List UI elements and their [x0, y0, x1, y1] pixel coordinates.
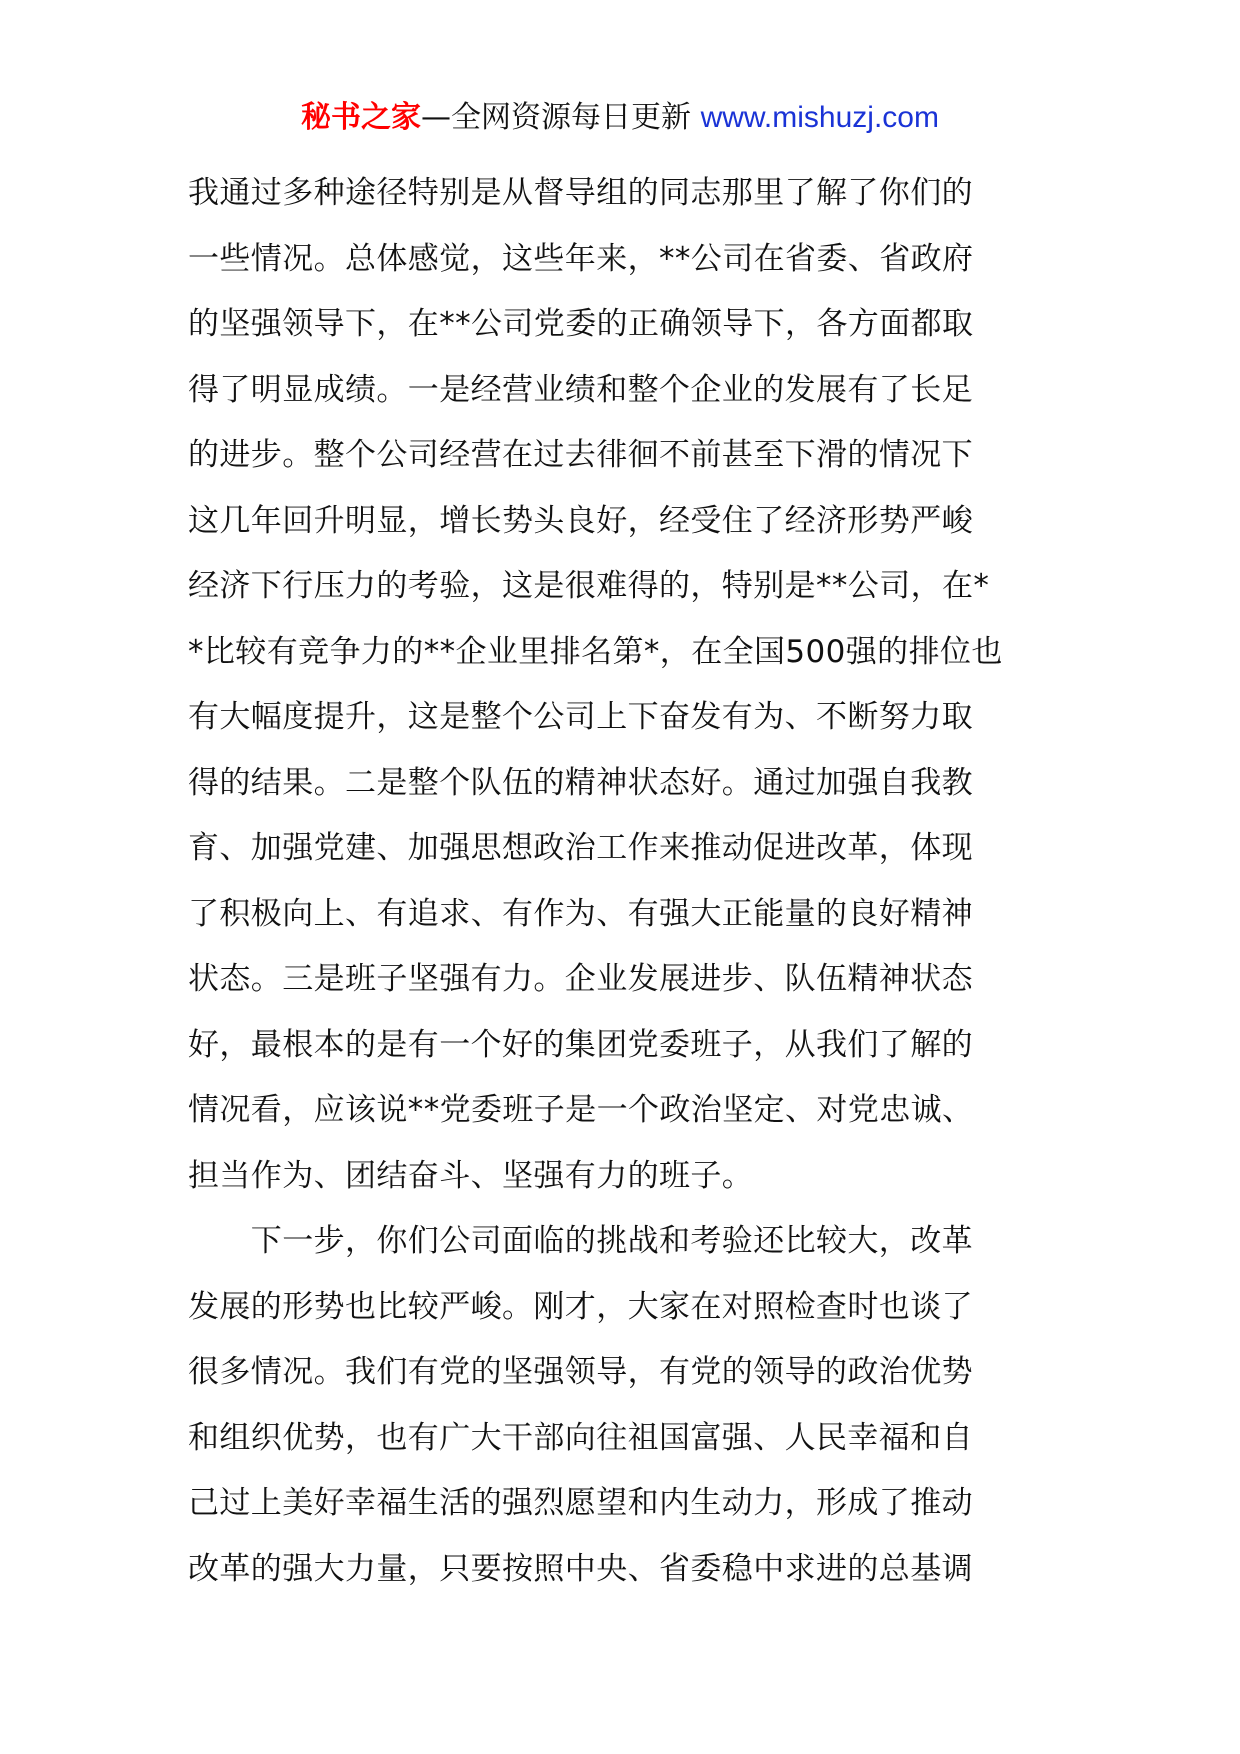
text-line: 好，最根本的是有一个好的集团党委班子，从我们了解的	[188, 1026, 973, 1063]
text-line: 情况看，应该说**党委班子是一个政治坚定、对党忠诚、	[188, 1092, 974, 1128]
text-line: 一些情况。总体感觉，这些年来，**公司在省委、省政府	[188, 240, 974, 277]
text-line: *比较有竞争力的**企业里排名第*，在全国500强的排位也	[188, 633, 1003, 670]
text-line: 这几年回升明显，增长势头良好，经受住了经济形势严峻	[188, 502, 973, 539]
text-line: 有大幅度提升，这是整个公司上下奋发有为、不断努力取	[188, 699, 973, 735]
text-line: 的坚强领导下，在**公司党委的正确领导下，各方面都取	[188, 306, 974, 342]
text-line: 下一步，你们公司面临的挑战和考验还比较大，改革	[188, 1223, 973, 1259]
text-line: 我通过多种途径特别是从督导组的同志那里了解了你们的	[188, 175, 973, 211]
text-line: 和组织优势，也有广大干部向往祖国富强、人民幸福和自	[188, 1419, 973, 1456]
text-line: 得的结果。二是整个队伍的精神状态好。通过加强自我教	[188, 764, 973, 801]
text-line: 担当作为、团结奋斗、坚强有力的班子。	[188, 1157, 754, 1194]
site-brand: 秘书之家	[301, 100, 422, 135]
text-line: 己过上美好幸福生活的强烈愿望和内生动力，形成了推动	[188, 1485, 973, 1521]
page-header	[0, 98, 1240, 138]
text-line: 育、加强党建、加强思想政治工作来推动促进改革，体现	[188, 830, 973, 866]
site-slogan: —全网资源每日更新	[421, 100, 701, 135]
text-line: 得了明显成绩。一是经营业绩和整个企业的发展有了长足	[188, 371, 973, 408]
text-line: 的进步。整个公司经营在过去徘徊不前甚至下滑的情况下	[188, 437, 973, 473]
document-body	[188, 161, 1058, 1602]
site-url-link[interactable]: www.mishuzj.com	[700, 101, 939, 134]
text-line: 状态。三是班子坚强有力。企业发展进步、队伍精神状态	[188, 961, 973, 997]
text-line: 了积极向上、有追求、有作为、有强大正能量的良好精神	[188, 895, 973, 932]
text-line: 发展的形势也比较严峻。刚才，大家在对照检查时也谈了	[188, 1288, 973, 1325]
text-line: 经济下行压力的考验，这是很难得的，特别是**公司，在*	[188, 568, 990, 604]
text-line: 改革的强大力量，只要按照中央、省委稳中求进的总基调	[188, 1550, 973, 1587]
text-line: 很多情况。我们有党的坚强领导，有党的领导的政治优势	[188, 1354, 973, 1390]
